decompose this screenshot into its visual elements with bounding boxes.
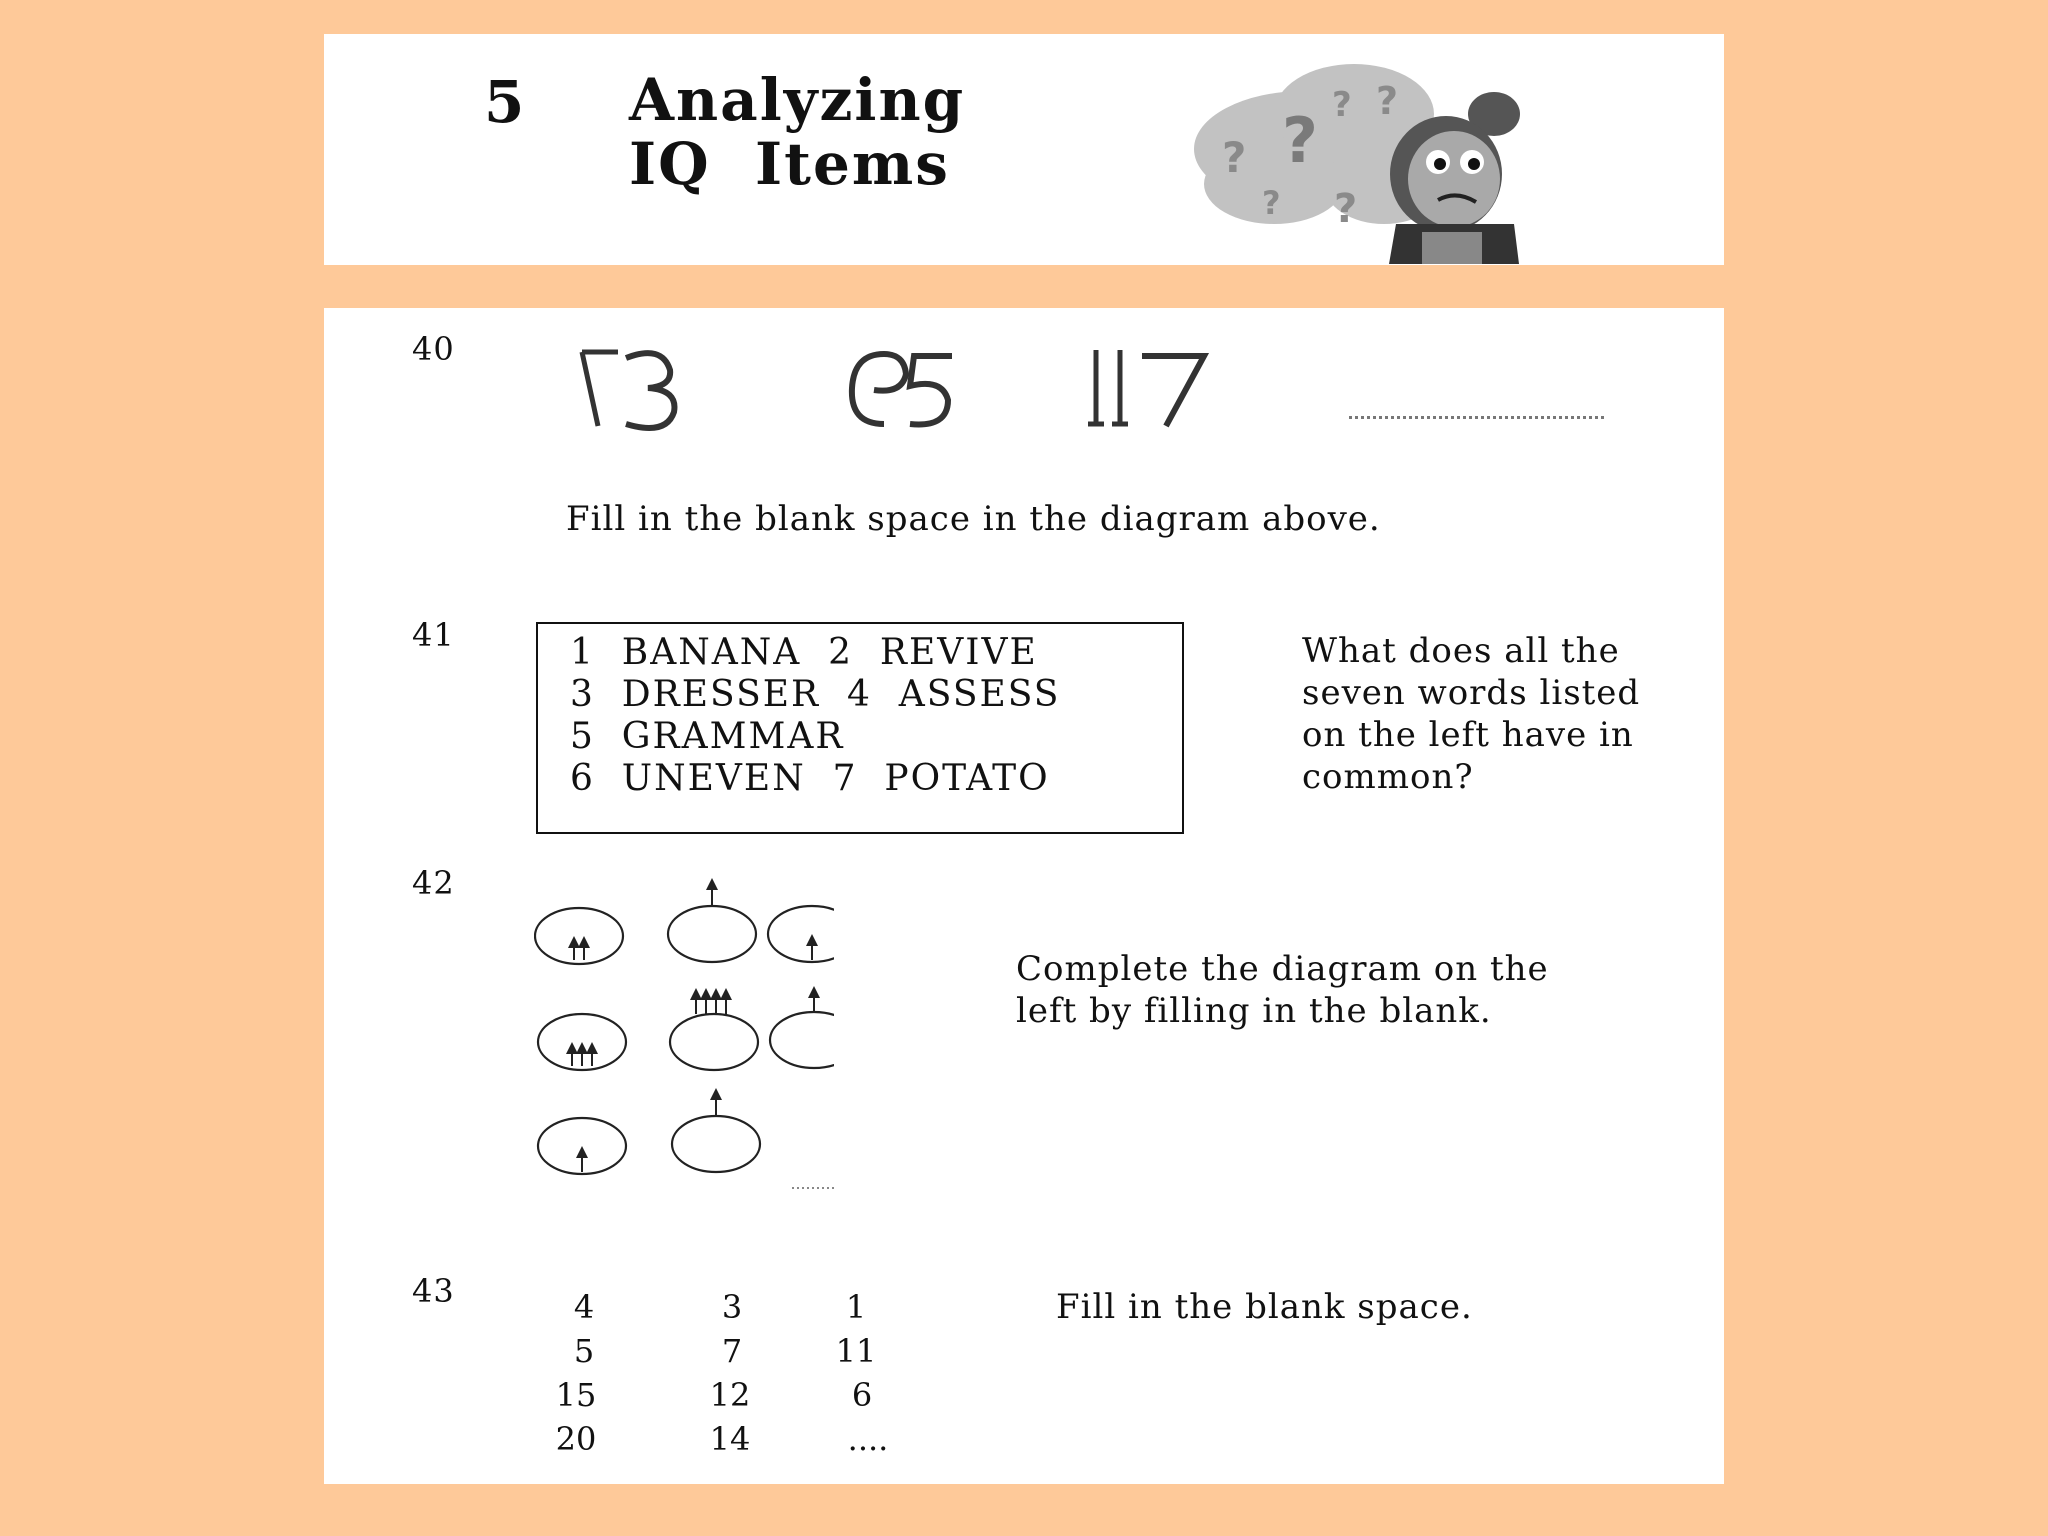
question-41-line4: common?	[1302, 757, 1474, 797]
grid-cell: 1	[845, 1288, 867, 1326]
question-43-number: 43	[412, 1272, 455, 1310]
svg-text:?: ?	[1282, 104, 1318, 177]
svg-text:?: ?	[1334, 186, 1358, 232]
question-41-number: 41	[412, 616, 455, 654]
chapter-title	[629, 68, 965, 196]
chapter-number: 5	[484, 68, 527, 136]
grid-cell: 15	[555, 1376, 597, 1414]
question-42-line1: Complete the diagram on the	[1016, 949, 1549, 989]
content-panel	[324, 308, 1724, 1484]
circle-r1c2	[668, 906, 756, 962]
question-41-line2: seven words listed	[1302, 673, 1641, 713]
chapter-title-line1: Analyzing	[629, 66, 966, 134]
grid-cell: 6	[851, 1376, 873, 1414]
question-40-instruction: Fill in the blank space in the diagram above.	[566, 499, 1381, 539]
sequence-figure-3	[1080, 344, 1220, 434]
circle-r1c1	[535, 908, 623, 964]
grid-cell: 14	[709, 1420, 751, 1458]
sequence-figure-2	[844, 344, 974, 434]
grid-cell: 7	[721, 1332, 743, 1370]
circle-r2c2	[670, 1014, 758, 1070]
header-panel	[324, 34, 1724, 265]
question-40-number: 40	[412, 330, 455, 368]
confused-person-illustration	[1184, 54, 1554, 264]
grid-cell: 4	[573, 1288, 595, 1326]
circle-r3c2	[672, 1116, 760, 1172]
word-row-4: 6 UNEVEN 7 POTATO	[570, 758, 1050, 799]
sequence-blank	[1349, 416, 1604, 419]
svg-text:?: ?	[1262, 184, 1281, 222]
question-41-line3: on the left have in	[1302, 715, 1634, 755]
question-41-line1: What does all the	[1302, 631, 1620, 671]
word-list-box	[536, 622, 1184, 834]
circle-r1c3	[768, 906, 834, 962]
question-42-line2: left by filling in the blank.	[1016, 991, 1492, 1031]
number-grid	[544, 1288, 944, 1478]
circle-r2c3	[770, 1012, 834, 1068]
word-row-2: 3 DRESSER 4 ASSESS	[570, 674, 1061, 715]
svg-text:?: ?	[1222, 133, 1247, 182]
question-42-number: 42	[412, 864, 455, 902]
grid-cell: 5	[573, 1332, 595, 1370]
question-43-instruction: Fill in the blank space.	[1056, 1287, 1473, 1327]
grid-cell: 3	[721, 1288, 743, 1326]
chapter-title-line2: IQ Items	[629, 130, 950, 198]
word-row-1: 1 BANANA 2 REVIVE	[570, 632, 1038, 673]
question-42-instruction	[1016, 948, 1656, 1032]
grid-blank-cell: ....	[847, 1420, 889, 1458]
sequence-figure-1	[574, 344, 704, 434]
svg-text:?: ?	[1376, 79, 1399, 123]
grid-cell: 12	[709, 1376, 751, 1414]
svg-text:?: ?	[1332, 85, 1352, 125]
grid-cell: 11	[835, 1332, 877, 1370]
circle-arrow-diagram	[534, 866, 834, 1206]
word-row-3: 5 GRAMMAR	[570, 716, 845, 757]
grid-cell: 20	[555, 1420, 597, 1458]
question-41-text	[1302, 630, 1722, 798]
